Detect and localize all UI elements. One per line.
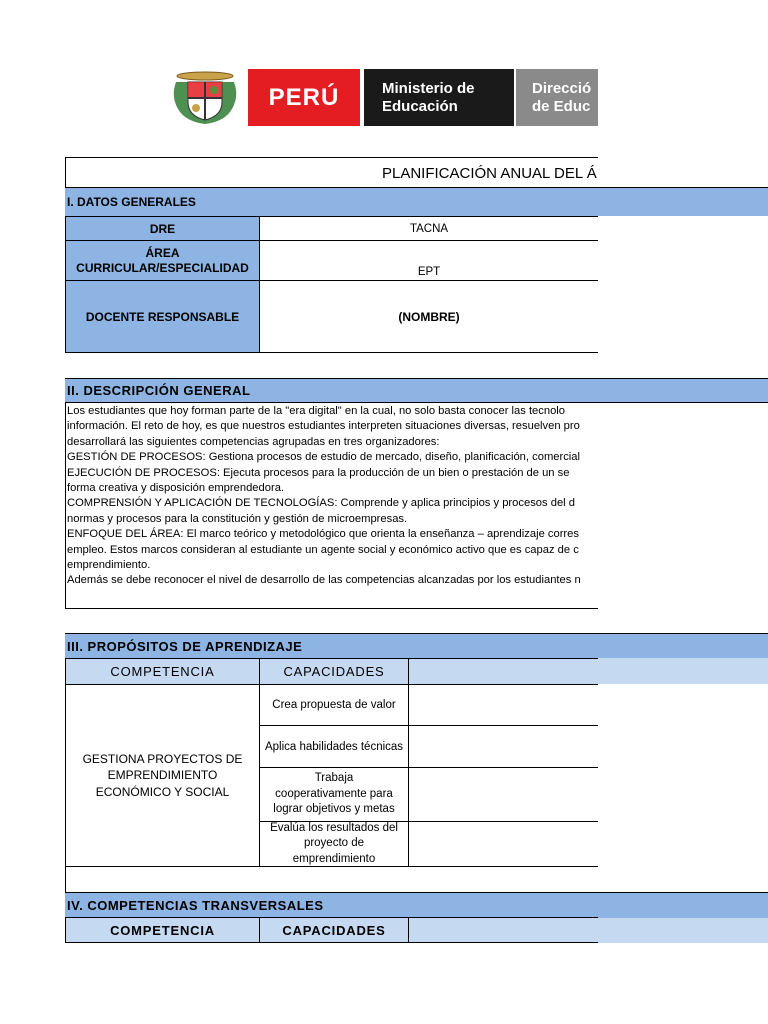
dre-value-text: TACNA (409, 222, 449, 235)
title-box (65, 157, 598, 188)
desc-line: desarrollará las siguientes competencias agrupadas en tres organizadores: (67, 435, 440, 448)
s3-col-capacidades (259, 658, 409, 685)
desc-line: empleo. Estos marcos consideran al estudiante un agente social y económico activo que es capaz de c (67, 543, 579, 556)
s3-capacidad-1-text: Crea propuesta de valor (272, 699, 396, 711)
desc-line: emprendimiento. (67, 559, 151, 572)
s3-capacidad-4 (259, 821, 409, 867)
docente-value (259, 280, 598, 353)
s3-col-capacidades-text: CAPACIDADES (283, 664, 385, 679)
direction-line1: Direcció (532, 79, 592, 97)
s3-competencia-text: GESTIONA PROYECTOS DE EMPRENDIMIENTO ECONÓMICO Y SOCIAL (82, 751, 243, 799)
s3-col-competencia-text: COMPETENCIA (110, 664, 215, 679)
s4-col-empty (408, 917, 598, 943)
s3-cap-4-empty (408, 821, 598, 867)
s3-spacer-row (65, 866, 598, 893)
s3-col-competencia (65, 658, 260, 685)
s3-capacidad-4-text: Evalúa los resultados del proyecto de emprendimiento (270, 821, 398, 865)
s3-capacidad-3 (259, 767, 409, 822)
s3-cap-2-empty (408, 725, 598, 768)
section1-heading-text: I. DATOS GENERALES (67, 195, 196, 209)
s4-col-competencia-text: COMPETENCIA (110, 922, 215, 938)
s3-cap-3-empty (408, 767, 598, 822)
desc-line: forma creativa y disposición emprendedora. (67, 482, 285, 495)
area-value (259, 240, 598, 281)
s3-capacidad-2 (259, 725, 409, 768)
desc-line: información. El reto de hoy, es que nuestros estudiantes interpreten situaciones diversas, resuelven pro (67, 420, 580, 433)
description-box (65, 402, 598, 609)
s4-col-competencia (65, 917, 260, 943)
docente-label-text: DOCENTE RESPONSABLE (85, 309, 240, 324)
desc-line: EJECUCIÓN DE PROCESOS: Ejecuta procesos para la producción de un bien o prestación de un se (67, 466, 570, 479)
s3-capacidad-2-text: Aplica habilidades técnicas (264, 740, 404, 753)
docente-label (65, 280, 260, 353)
s3-capacidad-3-text: Trabaja cooperativamente para lograr objetivos y metas (273, 772, 395, 816)
desc-line: ENFOQUE DEL ÁREA: El marco teórico y metodológico que orienta la enseñanza – aprendizaje corres (67, 528, 579, 541)
s3-col-empty (408, 658, 598, 685)
peru-label: PERÚ (268, 83, 340, 111)
area-label (65, 240, 260, 281)
ministry-line2: Educación (382, 97, 458, 115)
area-value-text: EPT (417, 266, 441, 278)
section4-heading-text: IV. COMPETENCIAS TRANSVERSALES (67, 898, 324, 913)
dre-value (259, 216, 598, 241)
desc-line: Además se debe reconocer el nivel de desarrollo de las competencias alcanzadas por los estudiantes n (67, 574, 581, 587)
page-title: PLANIFICACIÓN ANUAL DEL Á (382, 164, 597, 182)
desc-line: Los estudiantes que hoy forman parte de la "era digital" en la cual, no solo basta conocer las tecnolo (67, 405, 566, 417)
section3-heading-text: III. PROPÓSITOS DE APRENDIZAJE (67, 638, 303, 654)
s4-col-capacidades-text: CAPACIDADES (282, 922, 386, 938)
s3-competencia-cell (65, 684, 260, 867)
desc-line: GESTIÓN DE PROCESOS: Gestiona procesos de estudio de mercado, diseño, planificación, comercial (67, 451, 580, 464)
s3-cap-1-empty (408, 684, 598, 726)
section2-heading-text: II. DESCRIPCIÓN GENERAL (67, 383, 251, 398)
direction-line2: de Educ (532, 97, 591, 115)
docente-value-text: (NOMBRE) (398, 309, 460, 324)
s3-capacidad-1 (259, 684, 409, 726)
s4-col-capacidades (259, 917, 409, 943)
desc-line: COMPRENSIÓN Y APLICACIÓN DE TECNOLOGÍAS: Comprende y aplica principios y procesos del d (67, 497, 575, 510)
ministry-line1: Ministerio de (382, 79, 475, 97)
desc-line: normas y procesos para la constitución y gestión de microempresas. (67, 512, 408, 525)
dre-label (65, 216, 260, 241)
dre-label-text: DRE (149, 221, 176, 236)
area-label-text: ÁREA CURRICULAR/ESPECIALIDAD (76, 245, 249, 275)
